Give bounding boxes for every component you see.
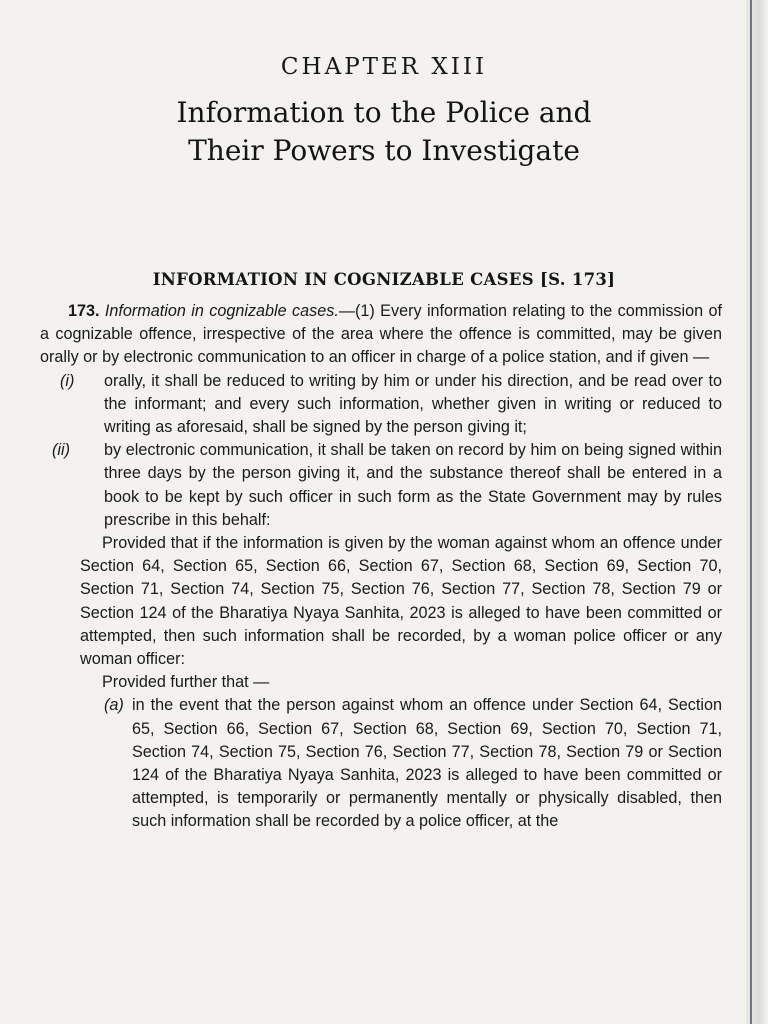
section-173-paragraph: [40, 300, 722, 370]
chapter-label: CHAPTER XIII: [280, 54, 488, 80]
clause-marker: (i): [60, 371, 75, 390]
clause-i: [40, 370, 722, 440]
section-intro: (1) Every information relating to the commission of a cognizable offence, irrespective of the area where the offence is committed, may be given orally or by electronic communication to an officer in charge of a police station, and if given —: [40, 302, 723, 367]
clause-ii: [40, 439, 722, 532]
chapter-title-line-2: Their Powers to Investigate: [188, 134, 580, 167]
first-proviso: Provided that if the information is given by the woman against whom an offence under Section 64, Section 65, Section 66, Section 67, Section 68, Section 69, Section 70, Section 71, Section 74, Section 75, Section 76, Section 77, Section 78, Section 79 or Section 124 of the Bharatiya Nyaya Sanhita, 2023 is alleged to have been committed or attempted, then such information shall be recorded, by a woman police officer or any woman officer:: [80, 534, 722, 669]
subclause-text: in the event that the person against whom an offence under Section 64, Section 65, Section 66, Section 67, Section 68, Section 69, Section 70, Section 71, Section 74, Section 75, Section 76, Section 77, Section 78, Section 79 or Section 124 of the Bharatiya Nyaya Sanhita, 2023 is alleged to have been committed or attempted, is temporarily or permanently mentally or physically disabled, then such information shall be recorded by a police officer, at the: [132, 696, 722, 831]
clause-marker: (ii): [52, 441, 70, 460]
section-heading: INFORMATION IN COGNIZABLE CASES [S. 173]: [152, 270, 616, 289]
clause-text: orally, it shall be reduced to writing by him or under his direction, and be read over to the informant; and every such information, whether given in writing or reduced to writing as aforesaid, shall be signed by the person giving it;: [104, 371, 722, 437]
second-proviso: Provided further that —: [102, 673, 270, 692]
subclause-marker: (a): [104, 696, 124, 715]
section-number: 173.: [68, 302, 100, 320]
subclause-a: [40, 694, 722, 833]
clause-text: by electronic communication, it shall be taken on record by him on being signed within three days by the person giving it, and the substance thereof shall be entered in a book to be kept by such officer in such form as the State Government may by rules prescribe in this behalf:: [104, 441, 722, 529]
section-title: Information in cognizable cases.: [104, 302, 339, 320]
section-dash: —: [338, 302, 356, 320]
chapter-title: [0, 94, 768, 170]
section-body: [40, 300, 722, 834]
chapter-title-line-1: Information to the Police and: [176, 96, 592, 129]
